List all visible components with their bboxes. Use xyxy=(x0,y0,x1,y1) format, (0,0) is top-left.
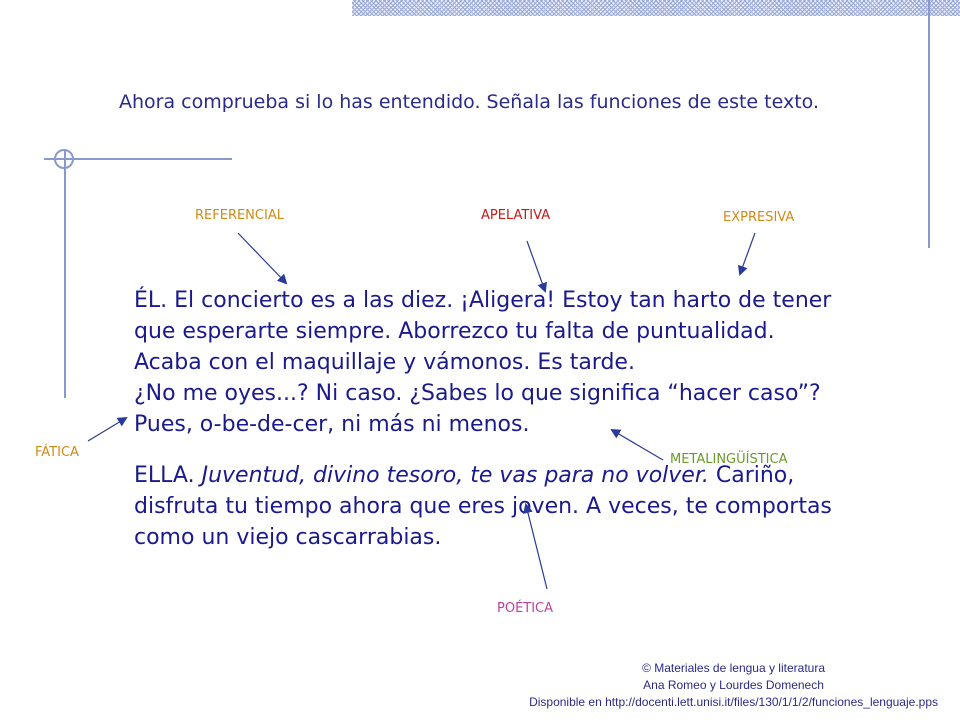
arrow-poetica xyxy=(526,505,547,589)
dialogue-line: ¿No me oyes...? Ni caso. ¿Sabes lo que significa “hacer caso”? xyxy=(134,381,821,406)
arrow-fatica xyxy=(88,418,126,441)
arrow-expresiva xyxy=(740,233,755,274)
credit-line: Ana Romeo y Lourdes Domenech xyxy=(643,678,824,692)
dialogue-line: disfruta tu tiempo ahora que eres joven. A veces, te comportas xyxy=(134,494,832,519)
credit-block xyxy=(529,660,938,711)
label-poetica: POÉTICA xyxy=(497,601,554,616)
arrow-metalinguistica xyxy=(612,430,663,460)
ella-quote: Juventud, divino tesoro, te vas para no volver. xyxy=(201,463,709,488)
arrow-apelativa xyxy=(527,241,545,291)
credit-url: Disponible en http://docenti.lett.unisi.it/files/130/1/1/2/funciones_lenguaje.pps xyxy=(529,695,938,709)
label-referencial: REFERENCIAL xyxy=(195,208,284,223)
dialogue-line: Pues, o-be-de-cer, ni más ni menos. xyxy=(134,412,530,437)
arrow-referencial xyxy=(238,233,286,283)
ella-rest: Cariño, xyxy=(708,463,795,488)
dialogue-line: Acaba con el maquillaje y vámonos. Es tarde. xyxy=(134,350,635,375)
label-expresiva: EXPRESIVA xyxy=(723,210,795,225)
label-fatica: FÁTICA xyxy=(35,445,79,460)
label-metalinguistica: METALINGÜÍSTICA xyxy=(670,452,788,467)
ella-speaker: ELLA. xyxy=(134,463,202,488)
label-apelativa: APELATIVA xyxy=(481,208,551,223)
dialogue-line: como un viejo cascarrabias. xyxy=(134,525,442,550)
dialogue-line: ÉL. El concierto es a las diez. ¡Aligera! Estoy tan harto de tener xyxy=(134,288,832,313)
credit-line: © Materiales de lengua y literatura xyxy=(642,661,825,675)
dialogue-line: que esperarte siempre. Aborrezco tu falta de puntualidad. xyxy=(134,319,775,344)
slide-title: Ahora comprueba si lo has entendido. Señala las funciones de este texto. xyxy=(119,91,819,113)
